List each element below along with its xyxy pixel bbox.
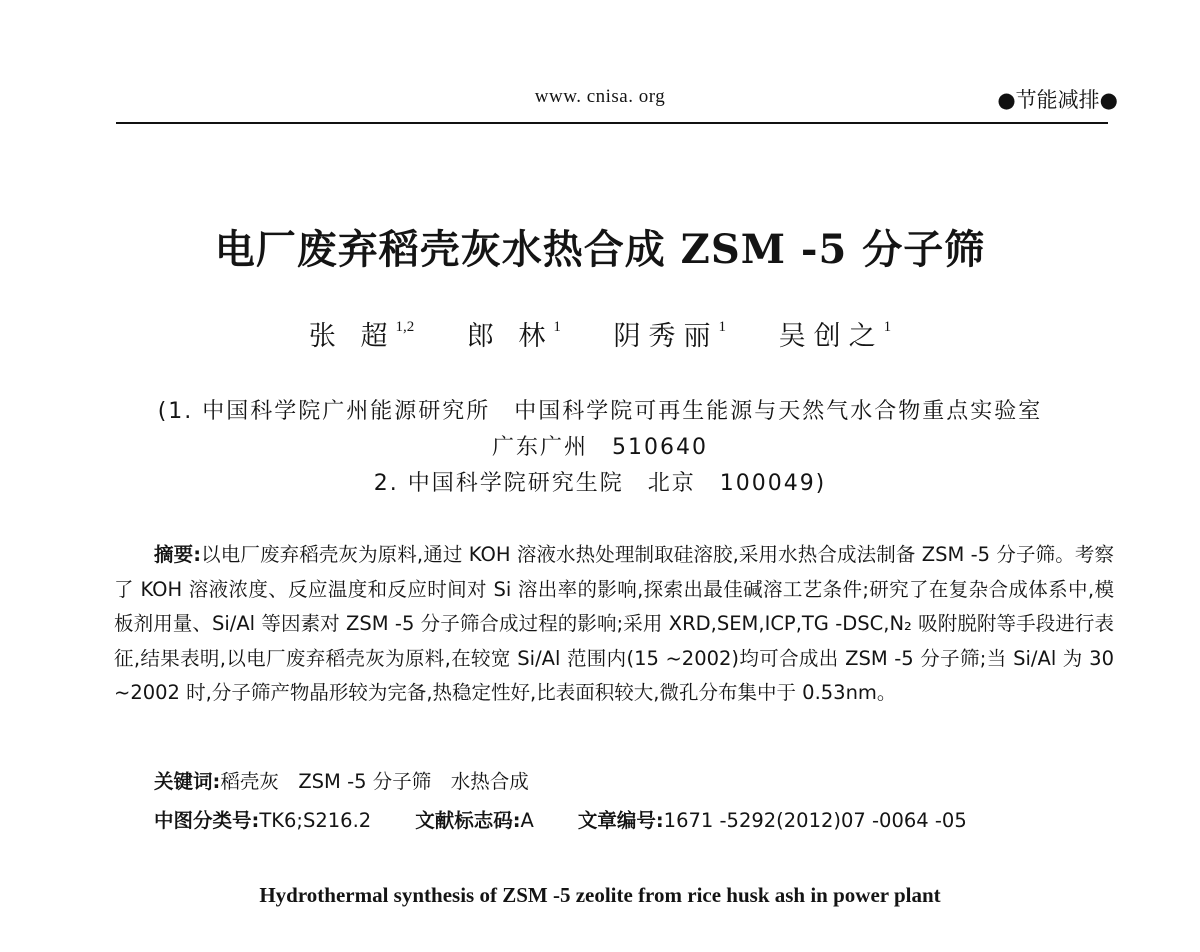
affiliation-line-3: 2. 中国科学院研究生院 北京 100049) xyxy=(373,471,827,496)
abstract xyxy=(114,538,1114,711)
author: 张 超$^{1,2}$ xyxy=(308,319,415,352)
author: 郎 林$^1$ xyxy=(466,319,561,352)
author: 吴创之$^1$ xyxy=(778,319,892,352)
doc-code-value: A xyxy=(520,809,534,832)
author-list xyxy=(0,314,1200,353)
affiliation-line-1: (1. 中国科学院广州能源研究所 中国科学院可再生能源与天然气水合物重点实验室 xyxy=(157,399,1043,424)
header-rule xyxy=(116,122,1108,124)
header-section-label: ●节能减排● xyxy=(997,88,1118,112)
keywords-label: 关键词: xyxy=(154,770,221,793)
article-number-value: 1671 -5292(2012)07 -0064 -05 xyxy=(663,809,967,832)
english-title: Hydrothermal synthesis of ZSM -5 zeolite from rice husk ash in power plant xyxy=(259,883,941,907)
doc-code-label: 文献标志码: xyxy=(415,809,521,832)
clc-value: TK6;S216.2 xyxy=(259,809,372,832)
article-number-label: 文章编号: xyxy=(577,809,664,832)
affiliation-line-2: 广东广州 510640 xyxy=(492,435,708,460)
keywords-text: 稻壳灰 ZSM -5 分子筛 水热合成 xyxy=(220,770,529,793)
clc-label: 中图分类号: xyxy=(154,809,260,832)
keywords xyxy=(154,766,529,794)
classification-line xyxy=(154,805,967,833)
abstract-label: 摘要: xyxy=(154,543,202,566)
paper-title: 电厂废弃稻壳灰水热合成 ZSM -5 分子筛 xyxy=(214,226,986,273)
abstract-text: 以电厂废弃稻壳灰为原料,通过 KOH 溶液水热处理制取硅溶胶,采用水热合成法制备 ZSM -5 分子筛。考察了 KOH 溶液浓度、反应温度和反应时间对 Si 溶出率的影响,探索出最佳碱溶工艺条件;研究了在复杂合成体系中,模板剂用量、Si/Al 等因素对 ZSM -5 分子筛合成过程的影响;采用 XRD,SEM,ICP,TG -DSC,N₂ 吸附脱附等手段进行表征,结果表明,以电厂废弃稻壳灰为原料,在较宽 Si/Al 范围内(15 ~2002)均可合成出 ZSM -5 分子筛;当 Si/Al 为 30 ~2002 时,分子筛产物晶形较为完备,热稳定性好,比表面积较大,微孔分布集中于 0.53nm。 xyxy=(114,543,1114,704)
header-url: www. cnisa. org xyxy=(534,86,666,107)
author: 阴秀丽$^1$ xyxy=(613,319,727,352)
